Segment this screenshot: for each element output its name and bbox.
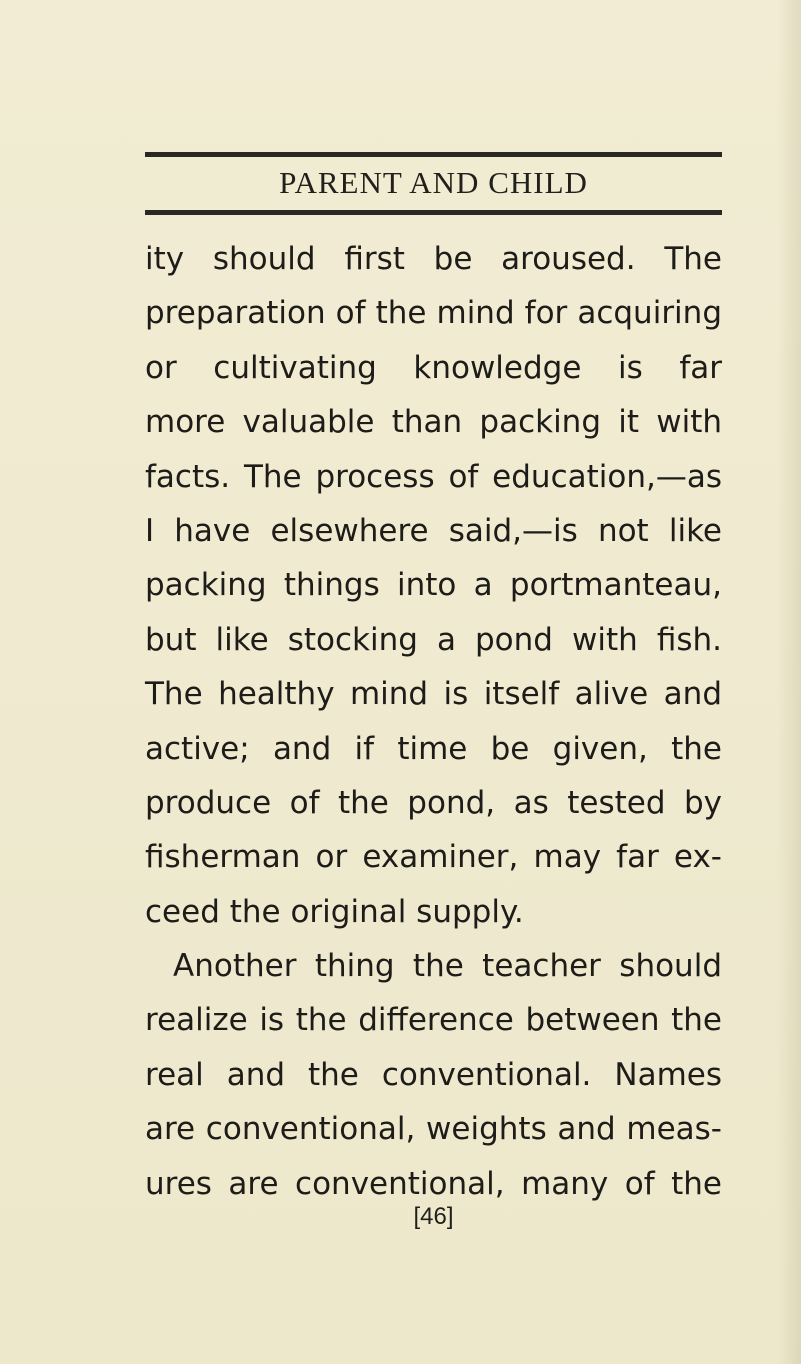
text-line: fisherman or examiner, may far ex-: [145, 839, 722, 876]
body-text: [145, 232, 722, 1211]
text-line: facts. The process of education,—as: [145, 458, 722, 495]
text-line: realize is the difference between the: [145, 1002, 722, 1039]
text-line: ures are conventional, many of the: [145, 1165, 722, 1202]
running-head: PARENT AND CHILD: [279, 165, 588, 200]
text-line: more valuable than packing it with: [145, 404, 722, 441]
text-line: real and the conventional. Names: [145, 1056, 722, 1093]
text-line: preparation of the mind for acquiring: [145, 295, 722, 332]
text-line: are conventional, weights and meas-: [145, 1111, 722, 1148]
text-line: or cultivating knowledge is far: [145, 349, 722, 386]
text-line: I have elsewhere said,—is not like: [145, 512, 722, 549]
text-line: ceed the original supply.: [145, 893, 524, 930]
header-rule-top: [145, 152, 722, 157]
text-line: but like stocking a pond with fish.: [145, 621, 722, 658]
text-line: The healthy mind is itself alive and: [145, 676, 722, 713]
text-line: Another thing the teacher should: [173, 948, 722, 985]
text-line: produce of the pond, as tested by: [145, 784, 722, 821]
page-number: [46]: [413, 1203, 454, 1230]
text-line: ity should first be aroused. The: [145, 241, 722, 277]
text-line: packing things into a portmanteau,: [145, 567, 722, 604]
text-line: active; and if time be given, the: [145, 730, 722, 767]
header-rule-bottom: [145, 210, 722, 215]
